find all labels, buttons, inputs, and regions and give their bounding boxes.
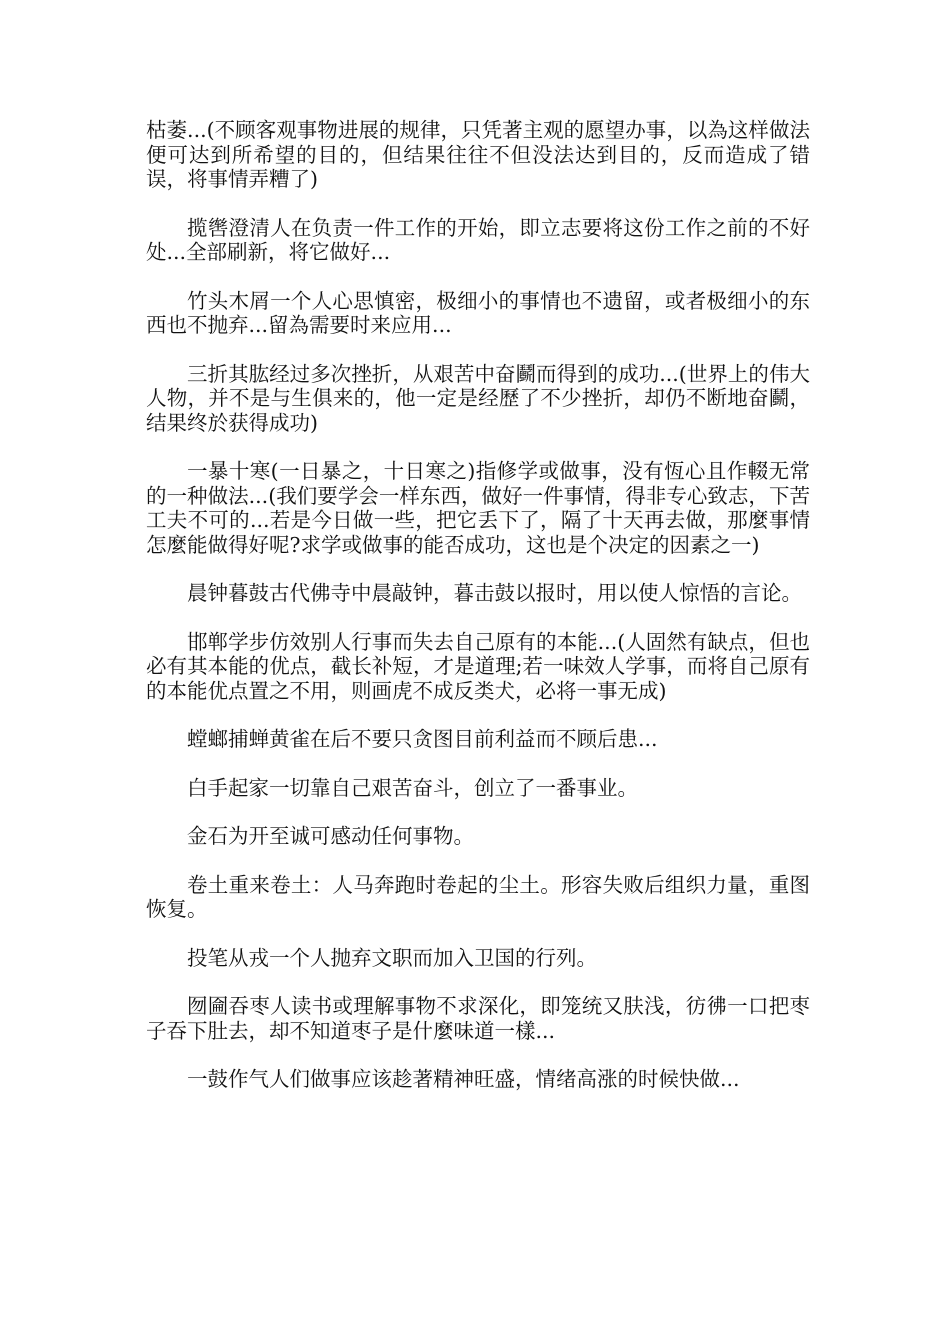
paragraph-hulun-tunzao: 囫圇吞枣人读书或理解事物不求深化，即笼统又肤浅，彷彿一口把枣子吞下肚去，却不知道枣子是什麼味道一樣... [146,994,810,1043]
paragraph-toubi-congrong: 投笔从戎一个人抛弃文职而加入卫国的行列。 [187,945,597,970]
paragraph-yipu-shihan: 一暴十寒(一日暴之，十日寒之)指修学或做事，没有恆心且作輟无常的一种做法...(我们要学会一样东西，做好一件事情，得非专心致志，下苦工夫不可的...若是今日做一些，把它丢下了，隔了十天再去做，那麼事情怎麼能做得好呢?求学或做事的能否成功，这也是个决定的因素之一) [146,459,810,557]
paragraph-chenzhong-mugu: 晨钟暮鼓古代佛寺中晨敲钟，暮击鼓以报时，用以使人惊悟的言论。 [187,581,802,605]
paragraph-jinshi-weikai: 金石为开至诚可感动任何事物。 [187,824,474,848]
paragraph-zhutou-muxie: 竹头木屑一个人心思慎密，极细小的事情也不遗留，或者极细小的东西也不抛弃...留為需要时来应用... [146,288,810,337]
paragraph-juantu-chonglai: 卷土重来卷土：人马奔跑时卷起的尘土。形容失败后组织力量，重图恢复。 [146,872,810,921]
paragraph-lanpei-chengqing: 揽辔澄清人在负责一件工作的开始，即立志要将这份工作之前的不好处...全部刷新，将它做好... [146,215,810,264]
paragraph-baishou-qijia: 白手起家一切靠自己艰苦奋斗，创立了一番事业。 [187,775,638,800]
paragraph-tanglang-buchan: 螳螂捕蝉黄雀在后不要只贪图目前利益而不顾后患... [187,727,658,751]
paragraph-kuwei: 枯萎...(不顾客观事物进展的规律，只凭著主观的愿望办事，以為这样做法便可达到所希望的目的，但结果往往不但没法达到目的，反而造成了错误，将事情弄糟了) [146,118,810,191]
paragraph-sanzhe-qigong: 三折其肱经过多次挫折，从艰苦中奋鬬而得到的成功...(世界上的伟大人物，并不是与生俱来的，他一定是经歷了不少挫折，却仍不断地奋鬬，结果终於获得成功) [146,361,810,435]
paragraph-handan-xuebu: 邯郸学步仿效别人行事而失去自己原有的本能...(人固然有缺点，但也必有其本能的优点，截长补短，才是道理;若一味效人学事，而将自己原有的本能优点置之不用，则画虎不成反类犬，必将一事无成) [146,629,810,703]
document-page [146,118,810,1116]
paragraph-yigu-zuoqi: 一鼓作气人们做事应该趁著精神旺盛，情绪高涨的时候快做... [187,1067,740,1091]
